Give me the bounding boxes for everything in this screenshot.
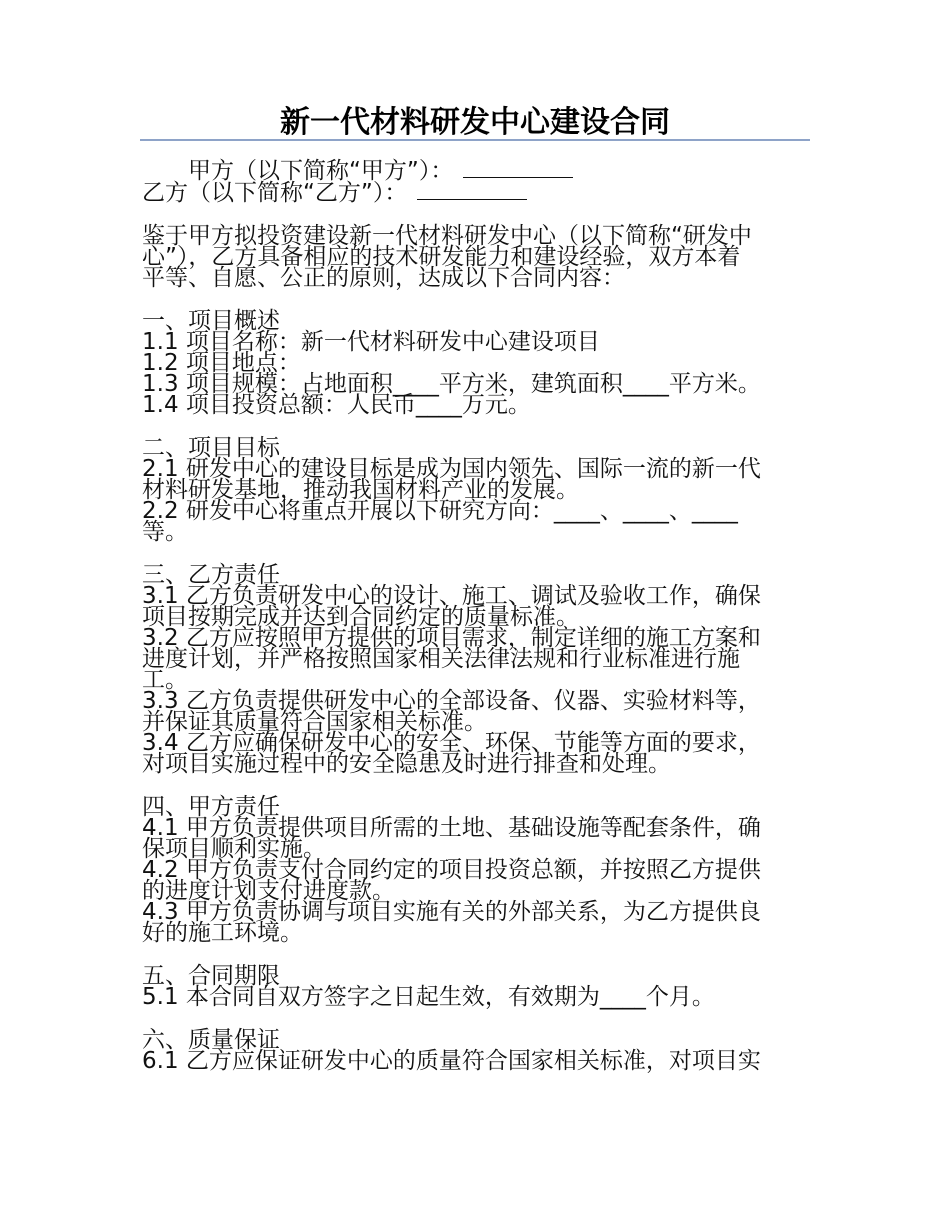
section-line: 等。 (142, 519, 188, 545)
section-line: 1.3 项目规模：占地面积____平方米，建筑面积____平方米。 (142, 371, 761, 397)
section-line: 2.1 研发中心的建设目标是成为国内领先、国际一流的新一代 (142, 456, 761, 482)
section-line: 的进度计划支付进度款。 (142, 878, 395, 904)
section-line: 3.3 乙方负责提供研发中心的全部设备、仪器、实验材料等， (142, 688, 761, 714)
party-a-line (142, 160, 808, 182)
section-line: 2.2 研发中心将重点开展以下研究方向：____、____、____ (142, 498, 738, 524)
party-b-label: 乙方（以下简称“乙方”）： (142, 180, 408, 206)
party-a-blank (463, 160, 573, 178)
section-line: 项目按期完成并达到合同约定的质量标准。 (142, 604, 579, 630)
preamble-line: 鉴于甲方拟投资建设新一代材料研发中心（以下简称“研发中 (142, 223, 752, 249)
section-line: 6.1 乙方应保证研发中心的质量符合国家相关标准，对项目实 (142, 1048, 761, 1074)
party-a-label: 甲方（以下简称“甲方”）： (188, 158, 454, 184)
section-line: 4.2 甲方负责支付合同约定的项目投资总额，并按照乙方提供 (142, 857, 761, 883)
section-line: 好的施工环境。 (142, 920, 303, 946)
document-title: 新一代材料研发中心建设合同 (280, 105, 670, 140)
section-line: 对项目实施过程中的安全隐患及时进行排查和处理。 (142, 751, 671, 777)
section-line: 并保证其质量符合国家相关标准。 (142, 709, 487, 735)
preamble-line: 平等、自愿、公正的原则，达成以下合同内容： (142, 265, 625, 291)
party-b-blank (417, 182, 527, 200)
section-line: 1.1 项目名称：新一代材料研发中心建设项目 (142, 329, 600, 355)
section-line: 1.2 项目地点： (142, 350, 301, 376)
section-heading: 六、质量保证 (142, 1027, 280, 1053)
section-line: 材料研发基地，推动我国材料产业的发展。 (142, 477, 579, 503)
party-b-line (142, 182, 808, 204)
section-line: 工。 (142, 667, 188, 693)
contract-body (142, 160, 808, 1072)
section-heading: 四、甲方责任 (142, 794, 280, 820)
section-line: 3.1 乙方负责研发中心的设计、施工、调试及验收工作，确保 (142, 583, 761, 609)
section-heading: 五、合同期限 (142, 963, 280, 989)
section-line: 4.1 甲方负责提供项目所需的土地、基础设施等配套条件，确 (142, 815, 761, 841)
section-line: 5.1 本合同自双方签字之日起生效，有效期为____个月。 (142, 984, 715, 1010)
section-line: 3.2 乙方应按照甲方提供的项目需求，制定详细的施工方案和 (142, 625, 761, 651)
title-underline (140, 139, 810, 141)
section-line: 3.4 乙方应确保研发中心的安全、环保、节能等方面的要求， (142, 730, 761, 756)
section-line: 进度计划，并严格按照国家相关法律法规和行业标准进行施 (142, 646, 740, 672)
preamble-line: 心”），乙方具备相应的技术研发能力和建设经验，双方本着 (142, 244, 741, 270)
section-line: 保项目顺利实施。 (142, 836, 326, 862)
section-line: 1.4 项目投资总额：人民币____万元。 (142, 392, 531, 418)
section-line: 4.3 甲方负责协调与项目实施有关的外部关系，为乙方提供良 (142, 899, 761, 925)
section-heading: 三、乙方责任 (142, 562, 280, 588)
section-heading: 一、项目概述 (142, 308, 280, 334)
section-heading: 二、项目目标 (142, 435, 280, 461)
